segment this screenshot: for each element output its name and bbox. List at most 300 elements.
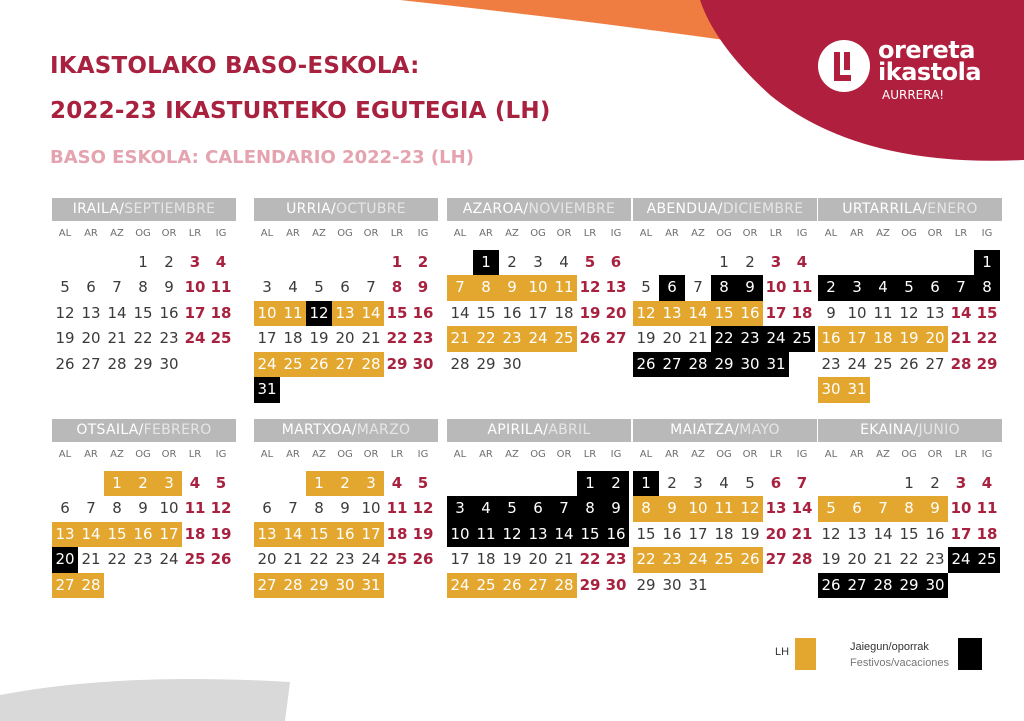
day-cell: 21 <box>873 550 893 568</box>
day-cell: 15 <box>104 522 130 548</box>
day-cell: 26 <box>306 352 332 378</box>
empty-cell <box>447 471 473 497</box>
day-cell: 3 <box>955 473 967 492</box>
day-cell: 12 <box>55 303 75 322</box>
day-cell: 12 <box>306 301 332 327</box>
day-cell: 21 <box>107 329 127 347</box>
day-cell: 6 <box>525 496 551 522</box>
day-cell: 30 <box>412 354 434 373</box>
day-cell: 26 <box>412 550 434 568</box>
day-cell: 10 <box>685 496 711 522</box>
day-cell: 10 <box>254 301 280 327</box>
day-cell: 17 <box>844 326 870 352</box>
day-cell: 25 <box>210 329 232 347</box>
day-cell: 18 <box>184 524 206 543</box>
month-header <box>447 419 631 442</box>
day-cell: 4 <box>796 252 808 271</box>
empty-cell <box>306 250 332 276</box>
day-cell: 25 <box>551 326 577 352</box>
month-name-separator: / <box>543 422 549 438</box>
day-cell: 4 <box>559 252 569 271</box>
month-name-separator: / <box>922 201 928 217</box>
day-cell: 25 <box>711 547 737 573</box>
day-cell: 9 <box>340 499 350 517</box>
weekday-label: OR <box>927 449 943 460</box>
day-cell: 19 <box>579 303 601 322</box>
day-cell: 12 <box>737 496 763 522</box>
day-cell: 2 <box>930 473 940 492</box>
day-cell: 8 <box>473 275 499 301</box>
day-cell: 4 <box>473 496 499 522</box>
month-header <box>52 198 236 221</box>
month-days-grid <box>254 445 438 598</box>
day-cell: 21 <box>950 329 972 347</box>
day-cell: 20 <box>765 524 787 543</box>
day-cell: 24 <box>254 352 280 378</box>
legend-holiday-label-es: Festivos/vacaciones <box>850 657 950 669</box>
day-cell: 30 <box>737 352 763 378</box>
day-cell: 14 <box>791 499 813 517</box>
weekday-label: AR <box>84 449 98 460</box>
day-cell: 3 <box>447 496 473 522</box>
day-cell: 5 <box>417 473 429 492</box>
weekday-label: AL <box>453 228 467 239</box>
month-header <box>254 419 438 442</box>
month-name-es: MARZO <box>356 422 411 438</box>
day-cell: 3 <box>262 278 272 296</box>
weekday-label: AL <box>260 228 274 239</box>
day-cell: 30 <box>818 377 844 403</box>
day-cell: 21 <box>447 326 473 352</box>
month-days-grid <box>52 445 236 598</box>
day-cell: 17 <box>156 522 182 548</box>
day-cell: 31 <box>763 352 789 378</box>
day-cell: 1 <box>577 471 603 497</box>
day-cell: 27 <box>52 573 78 599</box>
day-cell: 2 <box>603 471 629 497</box>
month-days-grid <box>633 224 817 377</box>
empty-cell <box>844 250 870 276</box>
day-cell: 6 <box>659 275 685 301</box>
month-name-separator: / <box>913 422 919 438</box>
day-cell: 24 <box>685 547 711 573</box>
day-cell: 27 <box>659 352 685 378</box>
day-cell: 29 <box>636 575 656 594</box>
day-cell: 3 <box>358 471 384 497</box>
day-cell: 16 <box>412 303 434 322</box>
month-name-eu: URTARRILA <box>842 201 923 217</box>
day-cell: 12 <box>633 301 659 327</box>
day-cell: 1 <box>473 250 499 276</box>
day-cell: 18 <box>386 524 408 543</box>
day-cell: 17 <box>450 550 470 568</box>
day-cell: 9 <box>737 275 763 301</box>
orereta-ikastola-logo <box>818 38 998 108</box>
weekday-label: AR <box>665 449 679 460</box>
day-cell: 7 <box>86 499 96 517</box>
weekday-label: OG <box>901 449 917 460</box>
day-cell: 30 <box>332 573 358 599</box>
weekday-label: IG <box>215 228 227 239</box>
month-name-eu: AZAROA <box>462 201 524 217</box>
day-cell: 20 <box>662 329 682 347</box>
weekday-label: LR <box>769 228 783 239</box>
day-cell: 23 <box>499 326 525 352</box>
month-header <box>447 198 631 221</box>
day-cell: 11 <box>280 301 306 327</box>
day-cell: 15 <box>133 303 153 322</box>
weekday-label: OG <box>530 228 546 239</box>
page-title-line2: 2022-23 IKASTURTEKO EGUTEGIA (LH) <box>50 98 551 124</box>
day-cell: 24 <box>847 354 867 373</box>
day-cell: 26 <box>899 354 919 373</box>
month-name-eu: OTSAILA <box>76 422 139 438</box>
weekday-label: LR <box>188 449 202 460</box>
day-cell: 23 <box>605 550 627 568</box>
day-cell: 8 <box>633 496 659 522</box>
month-days-grid <box>818 224 1002 403</box>
day-cell: 9 <box>603 496 629 522</box>
day-cell: 11 <box>210 278 232 296</box>
day-cell: 3 <box>189 252 201 271</box>
day-cell: 23 <box>821 354 841 373</box>
day-cell: 22 <box>473 326 499 352</box>
weekday-label: AR <box>286 228 300 239</box>
day-cell: 23 <box>335 550 355 568</box>
day-cell: 6 <box>262 499 272 517</box>
weekday-label: OG <box>716 449 732 460</box>
day-cell: 26 <box>210 550 232 568</box>
weekday-label: AZ <box>876 228 890 239</box>
day-cell: 8 <box>577 496 603 522</box>
empty-cell <box>870 471 896 497</box>
day-cell: 31 <box>844 377 870 403</box>
day-cell: 14 <box>280 522 306 548</box>
day-cell: 5 <box>745 473 755 492</box>
day-cell: 18 <box>283 329 303 347</box>
day-cell: 3 <box>156 471 182 497</box>
day-cell: 21 <box>81 550 101 568</box>
month-name-es: ABRIL <box>548 422 591 438</box>
day-cell: 23 <box>659 547 685 573</box>
day-cell: 4 <box>870 275 896 301</box>
day-cell: 24 <box>948 547 974 573</box>
month-name-es: OCTUBRE <box>336 201 406 217</box>
day-cell: 18 <box>791 303 813 322</box>
day-cell: 13 <box>765 499 787 517</box>
day-cell: 10 <box>361 499 381 517</box>
weekday-label: AZ <box>312 449 326 460</box>
weekday-label: IG <box>796 449 808 460</box>
empty-cell <box>52 471 78 497</box>
day-cell: 23 <box>412 329 434 347</box>
day-cell: 27 <box>605 329 627 347</box>
empty-cell <box>499 471 525 497</box>
day-cell: 20 <box>81 329 101 347</box>
empty-cell <box>659 250 685 276</box>
day-cell: 27 <box>925 354 945 373</box>
weekday-label: IG <box>417 449 429 460</box>
day-cell: 24 <box>159 550 179 568</box>
empty-cell <box>473 471 499 497</box>
day-cell: 24 <box>184 329 206 347</box>
day-cell: 28 <box>107 354 127 373</box>
page-title-line1: IKASTOLAKO BASO-ESKOLA: <box>50 53 420 79</box>
weekday-label: AL <box>260 449 274 460</box>
day-cell: 17 <box>950 524 972 543</box>
month-enero <box>818 198 1002 403</box>
month-name-separator: / <box>138 422 144 438</box>
day-cell: 29 <box>711 352 737 378</box>
day-cell: 18 <box>714 524 734 543</box>
weekday-label: OR <box>927 228 943 239</box>
day-cell: 13 <box>254 522 280 548</box>
month-name-es: SEPTIEMBRE <box>124 201 216 217</box>
weekday-label: AL <box>453 449 467 460</box>
day-cell: 11 <box>791 278 813 296</box>
day-cell: 25 <box>184 550 206 568</box>
day-cell: 11 <box>551 275 577 301</box>
weekday-label: AR <box>286 449 300 460</box>
month-noviembre <box>447 198 631 377</box>
day-cell: 7 <box>366 278 376 296</box>
day-cell: 13 <box>847 524 867 543</box>
day-cell: 13 <box>52 522 78 548</box>
day-cell: 28 <box>358 352 384 378</box>
day-cell: 9 <box>138 499 148 517</box>
month-septiembre <box>52 198 236 377</box>
day-cell: 15 <box>636 524 656 543</box>
day-cell: 11 <box>184 499 206 517</box>
month-mayo <box>633 419 817 598</box>
legend-holiday-label-eu: Jaiegun/oporrak <box>850 641 929 653</box>
day-cell: 22 <box>711 326 737 352</box>
weekday-label: AL <box>824 228 838 239</box>
weekday-label: IG <box>610 228 622 239</box>
month-name-es: ENERO <box>927 201 978 217</box>
weekday-label: OG <box>135 449 151 460</box>
month-header <box>254 198 438 221</box>
day-cell: 9 <box>922 496 948 522</box>
weekday-label: AZ <box>691 228 705 239</box>
day-cell: 17 <box>688 524 708 543</box>
weekday-label: OR <box>161 228 177 239</box>
weekday-label: LR <box>769 449 783 460</box>
empty-cell <box>818 250 844 276</box>
day-cell: 27 <box>81 354 101 373</box>
day-cell: 31 <box>688 575 708 594</box>
weekday-label: AZ <box>110 228 124 239</box>
weekday-label: LR <box>954 449 968 460</box>
month-diciembre <box>633 198 817 377</box>
month-octubre <box>254 198 438 403</box>
day-cell: 14 <box>873 524 893 543</box>
day-cell: 23 <box>159 329 179 347</box>
day-cell: 14 <box>450 303 470 322</box>
day-cell: 8 <box>974 275 1000 301</box>
day-cell: 2 <box>164 252 174 271</box>
day-cell: 22 <box>899 550 919 568</box>
day-cell: 14 <box>551 522 577 548</box>
day-cell: 2 <box>745 252 755 271</box>
day-cell: 25 <box>280 352 306 378</box>
weekday-label: LR <box>188 228 202 239</box>
gray-bottom-shape <box>0 679 290 721</box>
month-name-separator: / <box>119 201 125 217</box>
day-cell: 5 <box>60 278 70 296</box>
day-cell: 15 <box>386 303 408 322</box>
day-cell: 23 <box>133 550 153 568</box>
day-cell: 11 <box>473 522 499 548</box>
month-name-separator: / <box>523 201 529 217</box>
weekday-label: LR <box>390 449 404 460</box>
day-cell: 15 <box>711 301 737 327</box>
weekday-label: AL <box>58 449 72 460</box>
month-name-eu: EKAINA <box>860 422 914 438</box>
day-cell: 22 <box>309 550 329 568</box>
month-name-separator: / <box>351 422 357 438</box>
day-cell: 6 <box>86 278 96 296</box>
day-cell: 21 <box>554 550 574 568</box>
weekday-label: IG <box>215 449 227 460</box>
empty-cell <box>52 250 78 276</box>
day-cell: 7 <box>112 278 122 296</box>
day-cell: 16 <box>603 522 629 548</box>
day-cell: 20 <box>257 550 277 568</box>
day-cell: 22 <box>107 550 127 568</box>
month-name-es: FEBRERO <box>143 422 212 438</box>
weekday-label: OR <box>556 228 572 239</box>
day-cell: 9 <box>826 303 836 322</box>
day-cell: 29 <box>579 575 601 594</box>
day-cell: 17 <box>358 522 384 548</box>
weekday-label: AL <box>639 228 653 239</box>
day-cell: 26 <box>818 573 844 599</box>
day-cell: 24 <box>447 573 473 599</box>
day-cell: 30 <box>605 575 627 594</box>
day-cell: 29 <box>306 573 332 599</box>
empty-cell <box>818 471 844 497</box>
day-cell: 20 <box>335 329 355 347</box>
weekday-label: AR <box>479 228 493 239</box>
day-cell: 2 <box>417 252 429 271</box>
empty-cell <box>254 471 280 497</box>
weekday-label: LR <box>583 228 597 239</box>
weekday-label: OR <box>363 228 379 239</box>
weekday-label: AL <box>824 449 838 460</box>
day-cell: 18 <box>476 550 496 568</box>
month-header <box>818 419 1002 442</box>
day-cell: 5 <box>818 496 844 522</box>
day-cell: 1 <box>719 252 729 271</box>
day-cell: 26 <box>579 329 601 347</box>
day-cell: 14 <box>950 303 972 322</box>
day-cell: 8 <box>112 499 122 517</box>
month-days-grid <box>818 445 1002 598</box>
day-cell: 16 <box>332 522 358 548</box>
weekday-label: IG <box>981 449 993 460</box>
day-cell: 9 <box>164 278 174 296</box>
day-cell: 29 <box>976 354 998 373</box>
month-name-eu: MAIATZA <box>670 422 735 438</box>
day-cell: 18 <box>976 524 998 543</box>
day-cell: 5 <box>641 278 651 296</box>
day-cell: 6 <box>844 496 870 522</box>
day-cell: 30 <box>662 575 682 594</box>
logo-icon <box>818 40 870 92</box>
day-cell: 12 <box>899 303 919 322</box>
day-cell: 19 <box>636 329 656 347</box>
day-cell: 24 <box>361 550 381 568</box>
day-cell: 5 <box>499 496 525 522</box>
day-cell: 23 <box>737 326 763 352</box>
day-cell: 5 <box>314 278 324 296</box>
day-cell: 23 <box>925 550 945 568</box>
day-cell: 4 <box>719 473 729 492</box>
day-cell: 13 <box>525 522 551 548</box>
day-cell: 7 <box>870 496 896 522</box>
day-cell: 14 <box>358 301 384 327</box>
weekday-label: LR <box>583 449 597 460</box>
day-cell: 22 <box>633 547 659 573</box>
day-cell: 15 <box>976 303 998 322</box>
day-cell: 3 <box>693 473 703 492</box>
day-cell: 29 <box>476 354 496 373</box>
empty-cell <box>78 250 104 276</box>
legend-lh-label: LH <box>775 646 790 658</box>
day-cell: 13 <box>605 278 627 296</box>
day-cell: 28 <box>78 573 104 599</box>
day-cell: 25 <box>386 550 408 568</box>
day-cell: 20 <box>528 550 548 568</box>
weekday-label: AL <box>639 449 653 460</box>
day-cell: 7 <box>447 275 473 301</box>
day-cell: 7 <box>948 275 974 301</box>
day-cell: 27 <box>525 573 551 599</box>
day-cell: 27 <box>765 550 787 568</box>
day-cell: 22 <box>133 329 153 347</box>
month-name-separator: / <box>331 201 337 217</box>
day-cell: 24 <box>763 326 789 352</box>
day-cell: 9 <box>659 496 685 522</box>
weekday-label: IG <box>417 228 429 239</box>
day-cell: 20 <box>847 550 867 568</box>
day-cell: 4 <box>391 473 403 492</box>
day-cell: 18 <box>554 303 574 322</box>
day-cell: 20 <box>605 303 627 322</box>
day-cell: 27 <box>332 352 358 378</box>
day-cell: 11 <box>873 303 893 322</box>
empty-cell <box>78 471 104 497</box>
empty-cell <box>332 250 358 276</box>
day-cell: 20 <box>922 326 948 352</box>
empty-cell <box>358 250 384 276</box>
empty-cell <box>922 250 948 276</box>
weekday-label: AZ <box>876 449 890 460</box>
day-cell: 16 <box>130 522 156 548</box>
day-cell: 8 <box>138 278 148 296</box>
empty-cell <box>525 471 551 497</box>
day-cell: 25 <box>974 547 1000 573</box>
day-cell: 28 <box>450 354 470 373</box>
weekday-label: IG <box>981 228 993 239</box>
month-abril <box>447 419 631 598</box>
day-cell: 1 <box>306 471 332 497</box>
day-cell: 14 <box>107 303 127 322</box>
month-name-eu: MARTXOA <box>281 422 352 438</box>
day-cell: 27 <box>844 573 870 599</box>
day-cell: 14 <box>78 522 104 548</box>
